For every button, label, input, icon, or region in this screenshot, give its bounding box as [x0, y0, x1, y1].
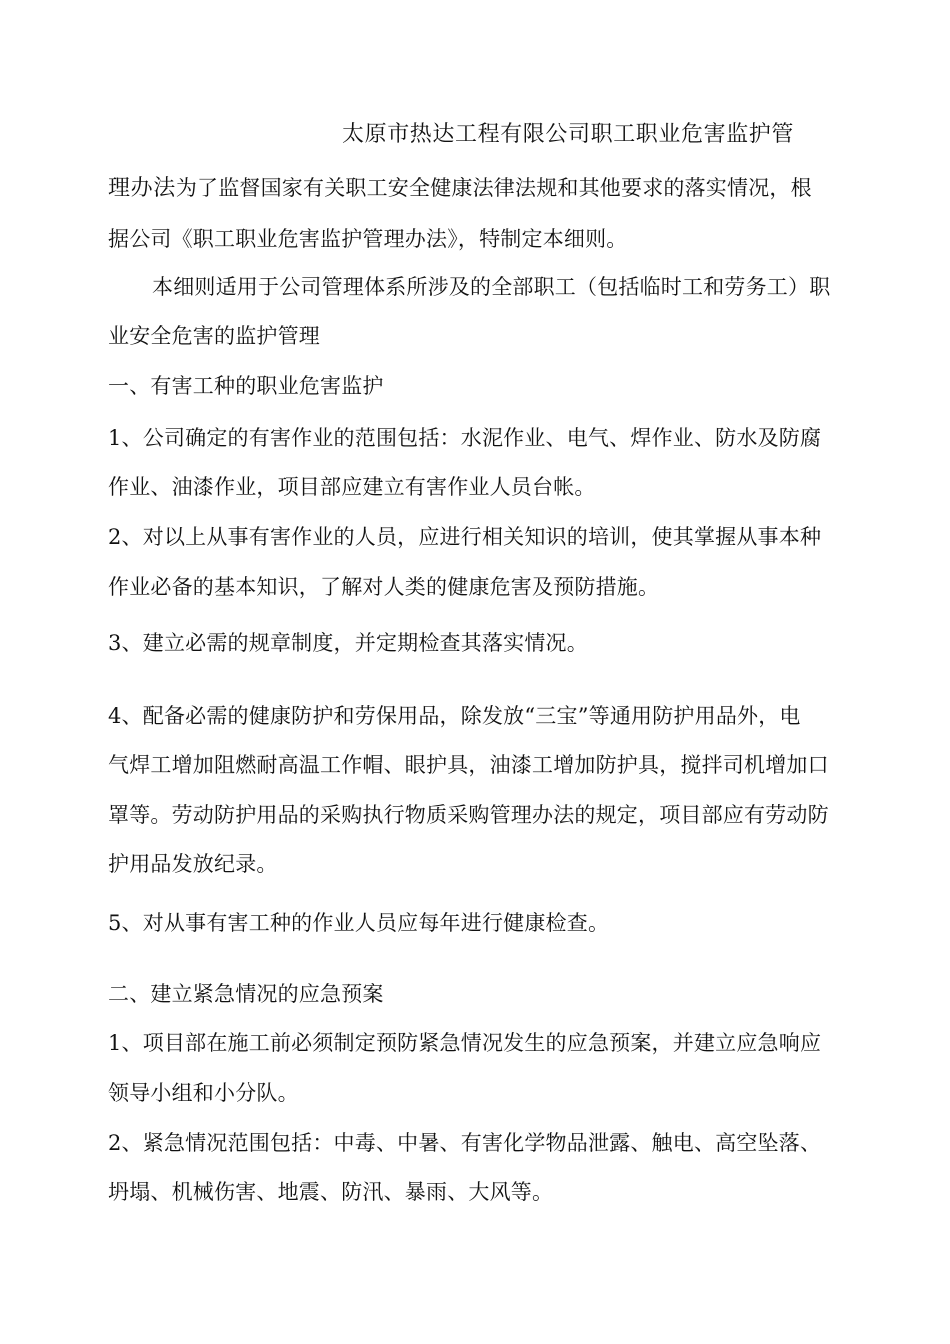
section-1-item-4-line-3: 罩等。劳动防护用品的采购执行物质采购管理办法的规定，项目部应有劳动防 [108, 803, 829, 827]
section-2-item-1-line-1: 1、项目部在施工前必须制定预防紧急情况发生的应急预案，并建立应急响应 [108, 1031, 822, 1055]
section-1-heading: 一、有害工种的职业危害监护 [108, 374, 384, 398]
scope-paragraph-line-2: 业安全危害的监护管理 [108, 324, 320, 348]
section-1-item-1-line-2: 作业、油漆作业，项目部应建立有害作业人员台帐。 [108, 475, 596, 499]
intro-text-line-2: 据公司《职工职业危害监护管理办法》，特制定本细则。 [108, 227, 628, 251]
section-2-item-2-line-1: 2、紧急情况范围包括：中毒、中暑、有害化学物品泄露、触电、高空坠落、 [108, 1131, 822, 1155]
section-1-item-3-line-1: 3、建立必需的规章制度，并定期检查其落实情况。 [108, 631, 588, 655]
title-continuation-and-intro-line-1 [108, 175, 812, 202]
section-1-item-2-line-1: 2、对以上从事有害作业的人员，应进行相关知识的培训，使其掌握从事本种 [108, 525, 822, 549]
section-1-item-4-line-4: 护用品发放纪录。 [108, 852, 278, 876]
section-2-heading: 二、建立紧急情况的应急预案 [108, 982, 384, 1006]
section-2-item-2-line-2: 坍塌、机械伤害、地震、防汛、暴雨、大风等。 [108, 1180, 554, 1204]
scope-paragraph-line-1: 本细则适用于公司管理体系所涉及的全部职工（包括临时工和劳务工）职 [152, 275, 831, 299]
section-1-item-5-line-1: 5、对从事有害工种的作业人员应每年进行健康检查。 [108, 911, 610, 935]
section-2-item-1-line-2: 领导小组和小分队。 [108, 1081, 299, 1105]
document-title-continuation: 理办法 [108, 176, 176, 201]
intro-text-line-1: 为了监督国家有关职工安全健康法律法规和其他要求的落实情况，根 [175, 176, 812, 200]
section-1-item-2-line-2: 作业必备的基本知识，了解对人类的健康危害及预防措施。 [108, 575, 660, 599]
section-1-item-4-line-1: 4、配备必需的健康防护和劳保用品，除发放“三宝”等通用防护用品外，电 [108, 704, 801, 728]
document-title: 太原市热达工程有限公司职工职业危害监护管 [342, 122, 795, 147]
section-1-item-1-line-1: 1、公司确定的有害作业的范围包括：水泥作业、电气、焊作业、防水及防腐 [108, 426, 822, 450]
section-1-item-4-line-2: 气焊工增加阻燃耐高温工作帽、眼护具，油漆工增加防护具，搅拌司机增加口 [108, 753, 829, 777]
